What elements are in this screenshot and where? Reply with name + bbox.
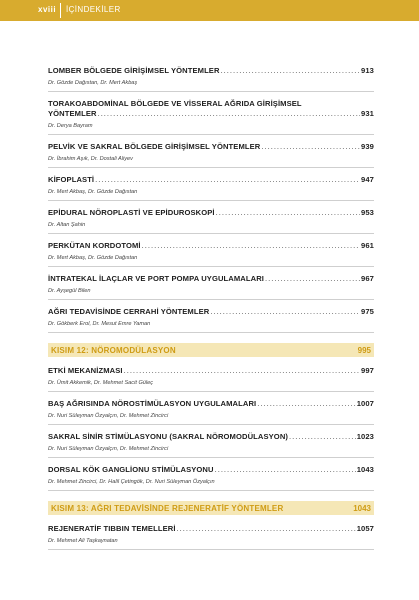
table-of-contents	[48, 66, 374, 557]
entry-page: 931	[361, 109, 374, 118]
entry-title: PELVİK VE SAKRAL BÖLGEDE GİRİŞİMSEL YÖNTEMLER	[48, 142, 261, 151]
entry-page: 961	[361, 241, 374, 250]
toc-entry[interactable]	[48, 399, 374, 425]
toc-entry[interactable]	[48, 208, 374, 234]
section-heading[interactable]	[48, 501, 374, 515]
entry-page: 1057	[356, 524, 374, 533]
toc-entry[interactable]	[48, 241, 374, 267]
entry-title: BAŞ AĞRISINDA NÖROSTİMÜLASYON UYGULAMALARI	[48, 399, 257, 408]
header-bar	[0, 0, 419, 21]
entry-authors: Dr. Mert Akbaş, Dr. Gözde Dağıstan	[48, 255, 138, 261]
toc-entry[interactable]	[48, 99, 374, 135]
entry-page: 975	[361, 307, 374, 316]
entry-authors: Dr. Ümit Akkemik, Dr. Mehmet Sacit Güleç	[48, 380, 154, 386]
section-heading[interactable]	[48, 343, 374, 357]
section-title: KISIM 12: NÖROMODÜLASYON	[51, 346, 176, 355]
toc-entry[interactable]	[48, 175, 374, 201]
entry-title-first-line: TORAKOABDOMİNAL BÖLGEDE VE VİSSERAL AĞRIDA GİRİŞİMSEL	[48, 99, 302, 108]
entry-title: KİFOPLASTİ	[48, 175, 95, 184]
toc-entry[interactable]	[48, 274, 374, 300]
entry-page: 1043	[356, 465, 374, 474]
entry-title: SAKRAL SİNİR STİMÜLASYONU (SAKRAL NÖROMODÜLASYON)	[48, 432, 289, 441]
toc-entry[interactable]	[48, 66, 374, 92]
entry-page: 997	[361, 366, 374, 375]
entry-title: EPİDURAL NÖROPLASTİ VE EPİDUROSKOPİ	[48, 208, 215, 217]
entry-authors: Dr. Gökberk Erol, Dr. Mesut Emre Yaman	[48, 321, 151, 327]
entry-authors: Dr. Mert Akbaş, Dr. Gözde Dağıstan	[48, 189, 138, 195]
entry-title: REJENERATİF TIBBIN TEMELLERİ	[48, 524, 176, 533]
entry-authors: Dr. Ayşegül Bilen	[48, 288, 91, 294]
entry-title: LOMBER BÖLGEDE GİRİŞİMSEL YÖNTEMLER	[48, 66, 220, 75]
entry-page: 953	[361, 208, 374, 217]
entry-page: 939	[361, 142, 374, 151]
page-number: xviii	[38, 5, 57, 14]
entry-page: 1023	[356, 432, 374, 441]
section-title: KISIM 13: AĞRI TEDAVİSİNDE REJENERATİF YÖNTEMLER	[51, 504, 284, 513]
toc-entry[interactable]	[48, 366, 374, 392]
entry-authors: Dr. Derya Bayram	[48, 123, 93, 129]
section-page: 995	[357, 346, 371, 355]
section-page: 1043	[353, 504, 371, 513]
entry-title: YÖNTEMLER	[48, 109, 97, 118]
entry-title: İNTRATEKAL İLAÇLAR VE PORT POMPA UYGULAMALARI	[48, 274, 264, 283]
entry-authors: Dr. Gözde Dağıstan, Dr. Mert Akbaş	[48, 80, 138, 86]
entry-authors: Dr. Nuri Süleyman Özyalçın, Dr. Mehmet Zincirci	[48, 446, 169, 452]
toc-entry[interactable]	[48, 465, 374, 491]
toc-entry[interactable]	[48, 142, 374, 168]
header-separator	[60, 3, 61, 18]
entry-title: AĞRI TEDAVİSİNDE CERRAHİ YÖNTEMLER	[48, 307, 210, 316]
entry-page: 967	[361, 274, 374, 283]
entry-title: PERKÜTAN KORDOTOMİ	[48, 241, 141, 250]
entry-authors: Dr. Mehmet Ali Taşkaynatan	[48, 538, 118, 544]
entry-authors: Dr. Altan Şahin	[48, 222, 86, 228]
entry-authors: Dr. İbrahim Aşık, Dr. Dostali Aliyev	[48, 156, 133, 162]
page-header	[0, 0, 419, 21]
entry-page: 1007	[356, 399, 374, 408]
toc-entry[interactable]	[48, 524, 374, 550]
entry-page: 947	[361, 175, 374, 184]
entry-title: ETKİ MEKANİZMASI	[48, 366, 123, 375]
header-title: İÇİNDEKİLER	[66, 5, 121, 14]
entry-authors: Dr. Mehmet Zincirci, Dr. Halil Çetingök, Dr. Nuri Süleyman Özyalçın	[48, 479, 215, 485]
entry-authors: Dr. Nuri Süleyman Özyalçın, Dr. Mehmet Zincirci	[48, 413, 169, 419]
entry-page: 913	[361, 66, 374, 75]
toc-entry[interactable]	[48, 307, 374, 333]
entry-title: DORSAL KÖK GANGLİONU STİMÜLASYONU	[48, 465, 214, 474]
toc-entry[interactable]	[48, 432, 374, 458]
